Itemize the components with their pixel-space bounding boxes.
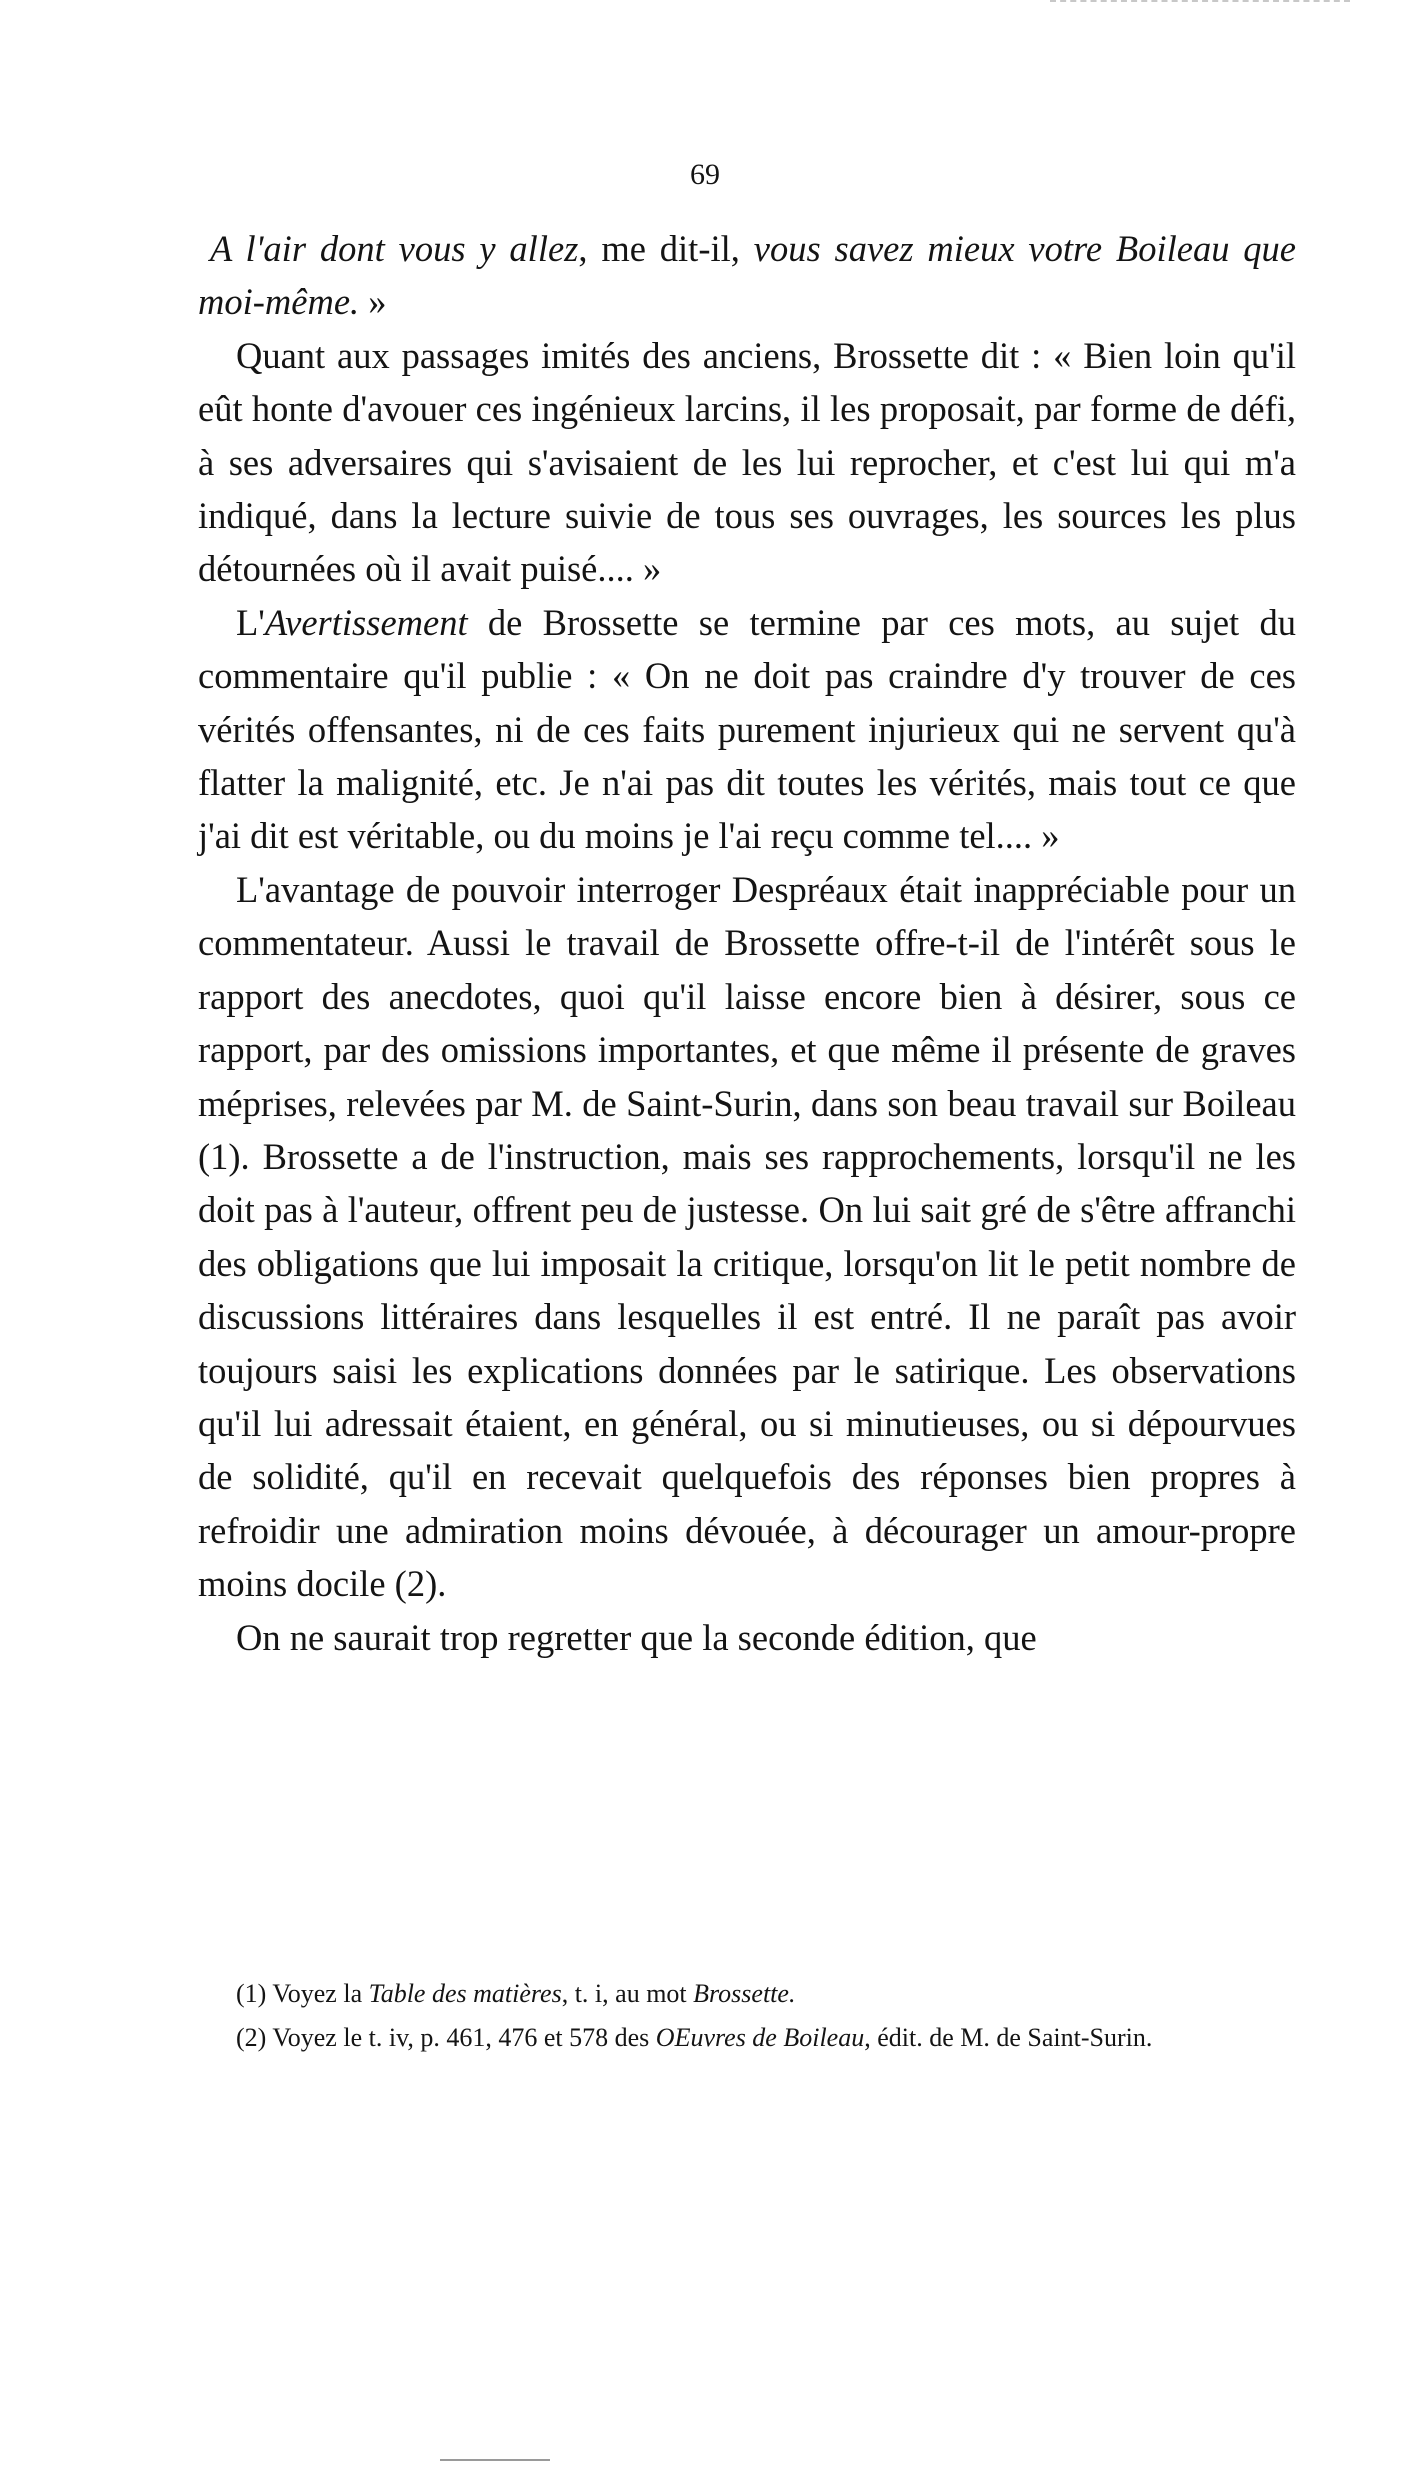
paragraph-3-lead: L' xyxy=(236,601,265,643)
footnote-2-b: , édit. de M. de Saint-Surin. xyxy=(864,2023,1153,2052)
footnote-1-a: (1) Voyez la xyxy=(236,1979,369,2008)
italic-avertissement: Avertissement xyxy=(264,601,468,643)
footnote-1-italic: Table des matières xyxy=(368,1979,562,2008)
footnote-1-italic-2: Brossette. xyxy=(693,1979,796,2008)
paragraph-1-end: » xyxy=(359,281,387,323)
page-number: 69 xyxy=(690,158,720,191)
footnote-2 xyxy=(198,2016,1296,2060)
paragraph-1-mid: , me dit-il, xyxy=(578,228,754,269)
footnote-1-b: , t. i, au mot xyxy=(561,1979,694,2008)
footnote-2-italic: OEuvres de Boileau xyxy=(655,2023,865,2052)
paragraph-3-rest: de Brossette se termine par ces mots, au sujet du commentaire qu'il publie : « On ne doit pas craindre d'y trouver de ces vérités offensantes, ni de ces faits purement injurieux qui ne servent qu'à flatter la malignité, etc. Je n'ai pas dit toutes les vérités, mais tout ce que j'ai dit est véritable, ou du moins je l'ai reçu comme tel.... » xyxy=(198,601,1296,857)
paragraph-1 xyxy=(198,222,1296,329)
scan-edge-mark-bottom xyxy=(440,2459,550,2464)
footnote-2-a: (2) Voyez le t. iv, p. 461, 476 et 578 des xyxy=(236,2023,656,2052)
paragraph-4: L'avantage de pouvoir interroger Despréaux était inappréciable pour un commentateur. Aussi le travail de Brossette offre-t-il de l'intérêt sous le rapport des anecdotes, quoi qu'il laisse encore bien à désirer, sous ce rapport, par des omissions importantes, et que même il présente de graves méprises, relevées par M. de Saint-Surin, dans son beau travail sur Boileau (1). Brossette a de l'instruction, mais ses rapprochements, lorsqu'il ne les doit pas à l'auteur, offrent peu de justesse. On lui sait gré de s'être affranchi des obligations que lui imposait la critique, lorsqu'on lit le petit nombre de discussions littéraires dans lesquelles il est entré. Il ne paraît pas avoir toujours saisi les explications données par le satirique. Les observations qu'il lui adressait étaient, en général, ou si minutieuses, ou si dépourvues de solidité, qu'il en recevait quelquefois des réponses bien propres à refroidir une admiration moins dévouée, à décourager un amour-propre moins docile (2). xyxy=(198,868,1296,1605)
paragraph-5: On ne saurait trop regretter que la seconde édition, que xyxy=(236,1616,1037,1658)
footnote-1 xyxy=(198,1972,1296,2016)
italic-quote-a: A l'air dont vous y allez xyxy=(210,228,579,269)
paragraph-2: Quant aux passages imités des anciens, Brossette dit : « Bien loin qu'il eût honte d'avouer ces ingénieux larcins, il les proposait, par forme de défi, à ses adversaires qui s'avisaient de les lui reprocher, et c'est lui qui m'a indiqué, dans la lecture suivie de tous ses ouvrages, les sources les plus détournées où il avait puisé.... » xyxy=(198,334,1296,590)
footnotes xyxy=(198,1972,1296,2060)
paragraph-3 xyxy=(198,596,1296,863)
italic-quote-b: vous savez mieux votre Boileau que moi-même. xyxy=(198,228,1296,323)
scan-edge-mark-top xyxy=(1050,0,1350,4)
body-text xyxy=(198,222,1296,1664)
